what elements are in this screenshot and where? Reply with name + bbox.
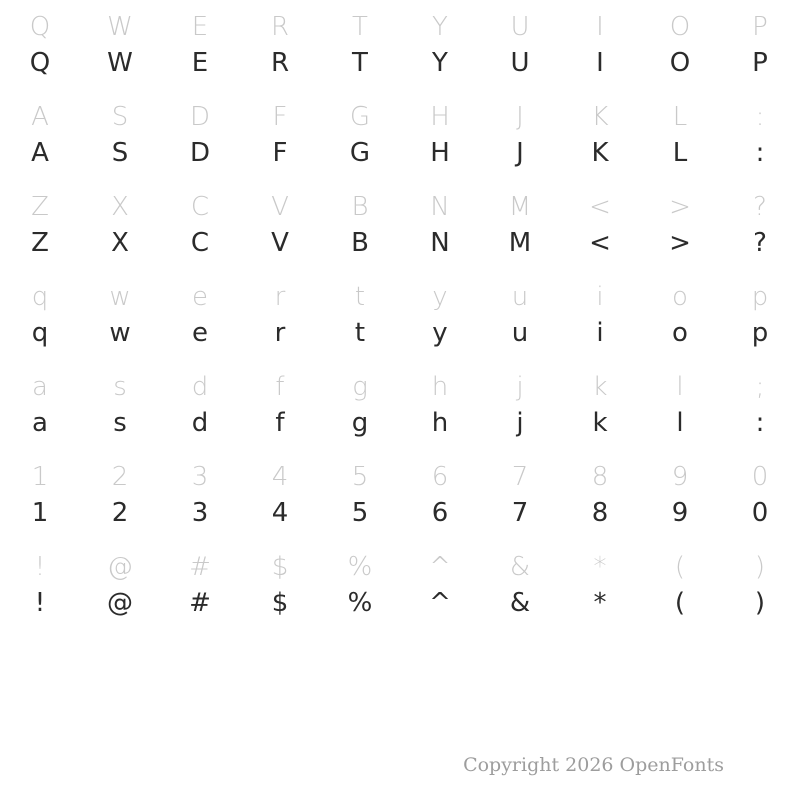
- glyph-cell: ;: [755, 372, 765, 402]
- glyph-cell: I: [596, 48, 604, 78]
- glyph-cell: !: [34, 552, 46, 582]
- glyph-row-dark: [0, 312, 800, 364]
- glyph-cell: $: [271, 552, 289, 582]
- glyph-cell: U: [510, 48, 530, 78]
- copyright-notice: Copyright 2026 OpenFonts: [463, 754, 724, 776]
- glyph-cell: H: [430, 138, 450, 168]
- glyph-cell: o: [672, 318, 688, 348]
- glyph-cell: w: [109, 318, 131, 348]
- glyph-cell: 8: [591, 462, 609, 492]
- glyph-cell: u: [511, 318, 529, 348]
- glyph-cell: <: [589, 192, 611, 222]
- glyph-row-light: [0, 4, 800, 42]
- glyph-row-pair: [0, 544, 800, 634]
- glyph-cell: X: [111, 228, 129, 258]
- glyph-cell: :: [755, 138, 765, 168]
- glyph-cell: T: [352, 12, 368, 42]
- glyph-cell: j: [516, 372, 524, 402]
- glyph-cell: 7: [511, 462, 529, 492]
- glyph-cell: a: [32, 372, 48, 402]
- glyph-cell: A: [31, 138, 49, 168]
- glyph-cell: Y: [432, 48, 448, 78]
- glyph-cell: G: [349, 138, 371, 168]
- glyph-row-dark: [0, 132, 800, 184]
- glyph-cell: 9: [671, 462, 689, 492]
- glyph-row-pair: [0, 184, 800, 274]
- glyph-cell: X: [111, 192, 129, 222]
- glyph-cell: ?: [753, 192, 767, 222]
- glyph-cell: 0: [751, 462, 769, 492]
- glyph-cell: 0: [751, 498, 769, 528]
- glyph-cell: q: [31, 282, 49, 312]
- glyph-cell: i: [596, 282, 604, 312]
- glyph-cell: L: [672, 138, 688, 168]
- glyph-cell: s: [113, 372, 127, 402]
- glyph-cell: ): [754, 552, 766, 582]
- glyph-cell: >: [669, 228, 691, 258]
- glyph-cell: j: [516, 408, 524, 438]
- glyph-cell: r: [274, 282, 286, 312]
- glyph-cell: (: [674, 588, 686, 618]
- glyph-cell: ^: [429, 552, 451, 582]
- glyph-cell: 5: [351, 498, 369, 528]
- glyph-row-pair: [0, 364, 800, 454]
- glyph-cell: h: [431, 408, 449, 438]
- glyph-cell: V: [271, 192, 289, 222]
- glyph-cell: F: [272, 138, 288, 168]
- glyph-row-dark: [0, 582, 800, 634]
- glyph-cell: 9: [671, 498, 689, 528]
- glyph-cell: >: [669, 192, 691, 222]
- glyph-cell: s: [113, 408, 127, 438]
- glyph-cell: l: [676, 408, 684, 438]
- glyph-cell: O: [669, 12, 691, 42]
- glyph-cell: e: [192, 282, 208, 312]
- glyph-cell: W: [107, 48, 133, 78]
- glyph-cell: @: [107, 588, 133, 618]
- glyph-cell: p: [751, 318, 769, 348]
- glyph-row-light: [0, 94, 800, 132]
- glyph-cell: ): [754, 588, 766, 618]
- glyph-cell: N: [430, 192, 450, 222]
- glyph-cell: V: [271, 228, 289, 258]
- glyph-cell: M: [508, 228, 532, 258]
- glyph-cell: Q: [29, 48, 51, 78]
- glyph-cell: A: [31, 102, 49, 132]
- glyph-row-light: [0, 364, 800, 402]
- glyph-cell: L: [672, 102, 688, 132]
- glyph-cell: W: [107, 12, 133, 42]
- glyph-cell: u: [511, 282, 529, 312]
- glyph-cell: R: [270, 12, 290, 42]
- glyph-cell: 4: [271, 498, 289, 528]
- glyph-cell: :: [755, 102, 765, 132]
- glyph-cell: f: [275, 408, 285, 438]
- glyph-cell: o: [672, 282, 688, 312]
- glyph-cell: U: [510, 12, 530, 42]
- glyph-cell: @: [107, 552, 133, 582]
- glyph-row-light: [0, 274, 800, 312]
- glyph-cell: D: [189, 102, 211, 132]
- glyph-row-light: [0, 454, 800, 492]
- glyph-cell: (: [674, 552, 686, 582]
- glyph-cell: &: [509, 588, 531, 618]
- glyph-cell: 1: [31, 498, 49, 528]
- glyph-cell: Z: [31, 192, 49, 222]
- glyph-cell: I: [596, 12, 604, 42]
- glyph-row-light: [0, 544, 800, 582]
- glyph-cell: P: [752, 48, 768, 78]
- glyph-cell: *: [593, 588, 607, 618]
- glyph-cell: :: [755, 408, 765, 438]
- glyph-cell: P: [752, 12, 768, 42]
- glyph-cell: G: [349, 102, 371, 132]
- glyph-cell: K: [591, 138, 609, 168]
- glyph-row-dark: [0, 222, 800, 274]
- glyph-cell: g: [351, 408, 369, 438]
- glyph-cell: Z: [31, 228, 49, 258]
- glyph-cell: E: [191, 12, 209, 42]
- glyph-cell: H: [430, 102, 450, 132]
- glyph-row-pair: [0, 4, 800, 94]
- glyph-cell: 5: [351, 462, 369, 492]
- glyph-cell: C: [190, 228, 210, 258]
- glyph-cell: J: [516, 102, 524, 132]
- glyph-cell: 3: [191, 462, 209, 492]
- glyph-cell: #: [189, 588, 211, 618]
- glyph-cell: 8: [591, 498, 609, 528]
- glyph-cell: T: [352, 48, 368, 78]
- glyph-row-pair: [0, 274, 800, 364]
- glyph-cell: t: [354, 282, 366, 312]
- glyph-cell: %: [347, 588, 373, 618]
- glyph-cell: 3: [191, 498, 209, 528]
- glyph-cell: 6: [431, 462, 449, 492]
- glyph-cell: y: [432, 282, 448, 312]
- glyph-cell: O: [669, 48, 691, 78]
- glyph-cell: k: [592, 372, 608, 402]
- glyph-cell: M: [508, 192, 532, 222]
- glyph-cell: 6: [431, 498, 449, 528]
- glyph-cell: K: [591, 102, 609, 132]
- glyph-cell: #: [189, 552, 211, 582]
- glyph-cell: S: [111, 102, 129, 132]
- glyph-cell: J: [516, 138, 524, 168]
- glyph-cell: 7: [511, 498, 529, 528]
- glyph-cell: 2: [111, 498, 129, 528]
- glyph-cell: e: [192, 318, 208, 348]
- glyph-cell: w: [109, 282, 131, 312]
- glyph-cell: S: [111, 138, 129, 168]
- glyph-cell: B: [351, 228, 369, 258]
- glyph-row-pair: [0, 94, 800, 184]
- glyph-cell: 4: [271, 462, 289, 492]
- glyph-row-light: [0, 184, 800, 222]
- glyph-row-dark: [0, 492, 800, 544]
- glyph-cell: B: [351, 192, 369, 222]
- glyph-cell: <: [589, 228, 611, 258]
- glyph-cell: h: [431, 372, 449, 402]
- glyph-cell: C: [190, 192, 210, 222]
- glyph-cell: ?: [753, 228, 767, 258]
- glyph-cell: &: [509, 552, 531, 582]
- glyph-row-dark: [0, 42, 800, 94]
- glyph-cell: 1: [31, 462, 49, 492]
- glyph-cell: $: [271, 588, 289, 618]
- glyph-cell: g: [352, 372, 368, 402]
- glyph-row-pair: [0, 454, 800, 544]
- glyph-cell: t: [354, 318, 366, 348]
- glyph-cell: R: [270, 48, 290, 78]
- glyph-cell: d: [191, 408, 209, 438]
- glyph-cell: !: [34, 588, 46, 618]
- glyph-cell: *: [593, 552, 607, 582]
- glyph-cell: q: [31, 318, 49, 348]
- glyph-cell: d: [191, 372, 209, 402]
- glyph-cell: D: [189, 138, 211, 168]
- glyph-cell: 2: [111, 462, 129, 492]
- glyph-cell: k: [592, 408, 608, 438]
- glyph-cell: N: [430, 228, 450, 258]
- glyph-cell: F: [272, 102, 288, 132]
- glyph-cell: f: [275, 372, 285, 402]
- glyph-row-dark: [0, 402, 800, 454]
- glyph-cell: %: [347, 552, 373, 582]
- glyph-cell: Y: [432, 12, 448, 42]
- glyph-cell: l: [676, 372, 684, 402]
- glyph-cell: ^: [429, 588, 451, 618]
- glyph-cell: Q: [29, 12, 51, 42]
- glyph-cell: E: [191, 48, 209, 78]
- glyph-cell: r: [274, 318, 286, 348]
- glyph-cell: i: [596, 318, 604, 348]
- glyph-cell: p: [751, 282, 769, 312]
- glyph-cell: a: [32, 408, 48, 438]
- glyph-cell: y: [432, 318, 448, 348]
